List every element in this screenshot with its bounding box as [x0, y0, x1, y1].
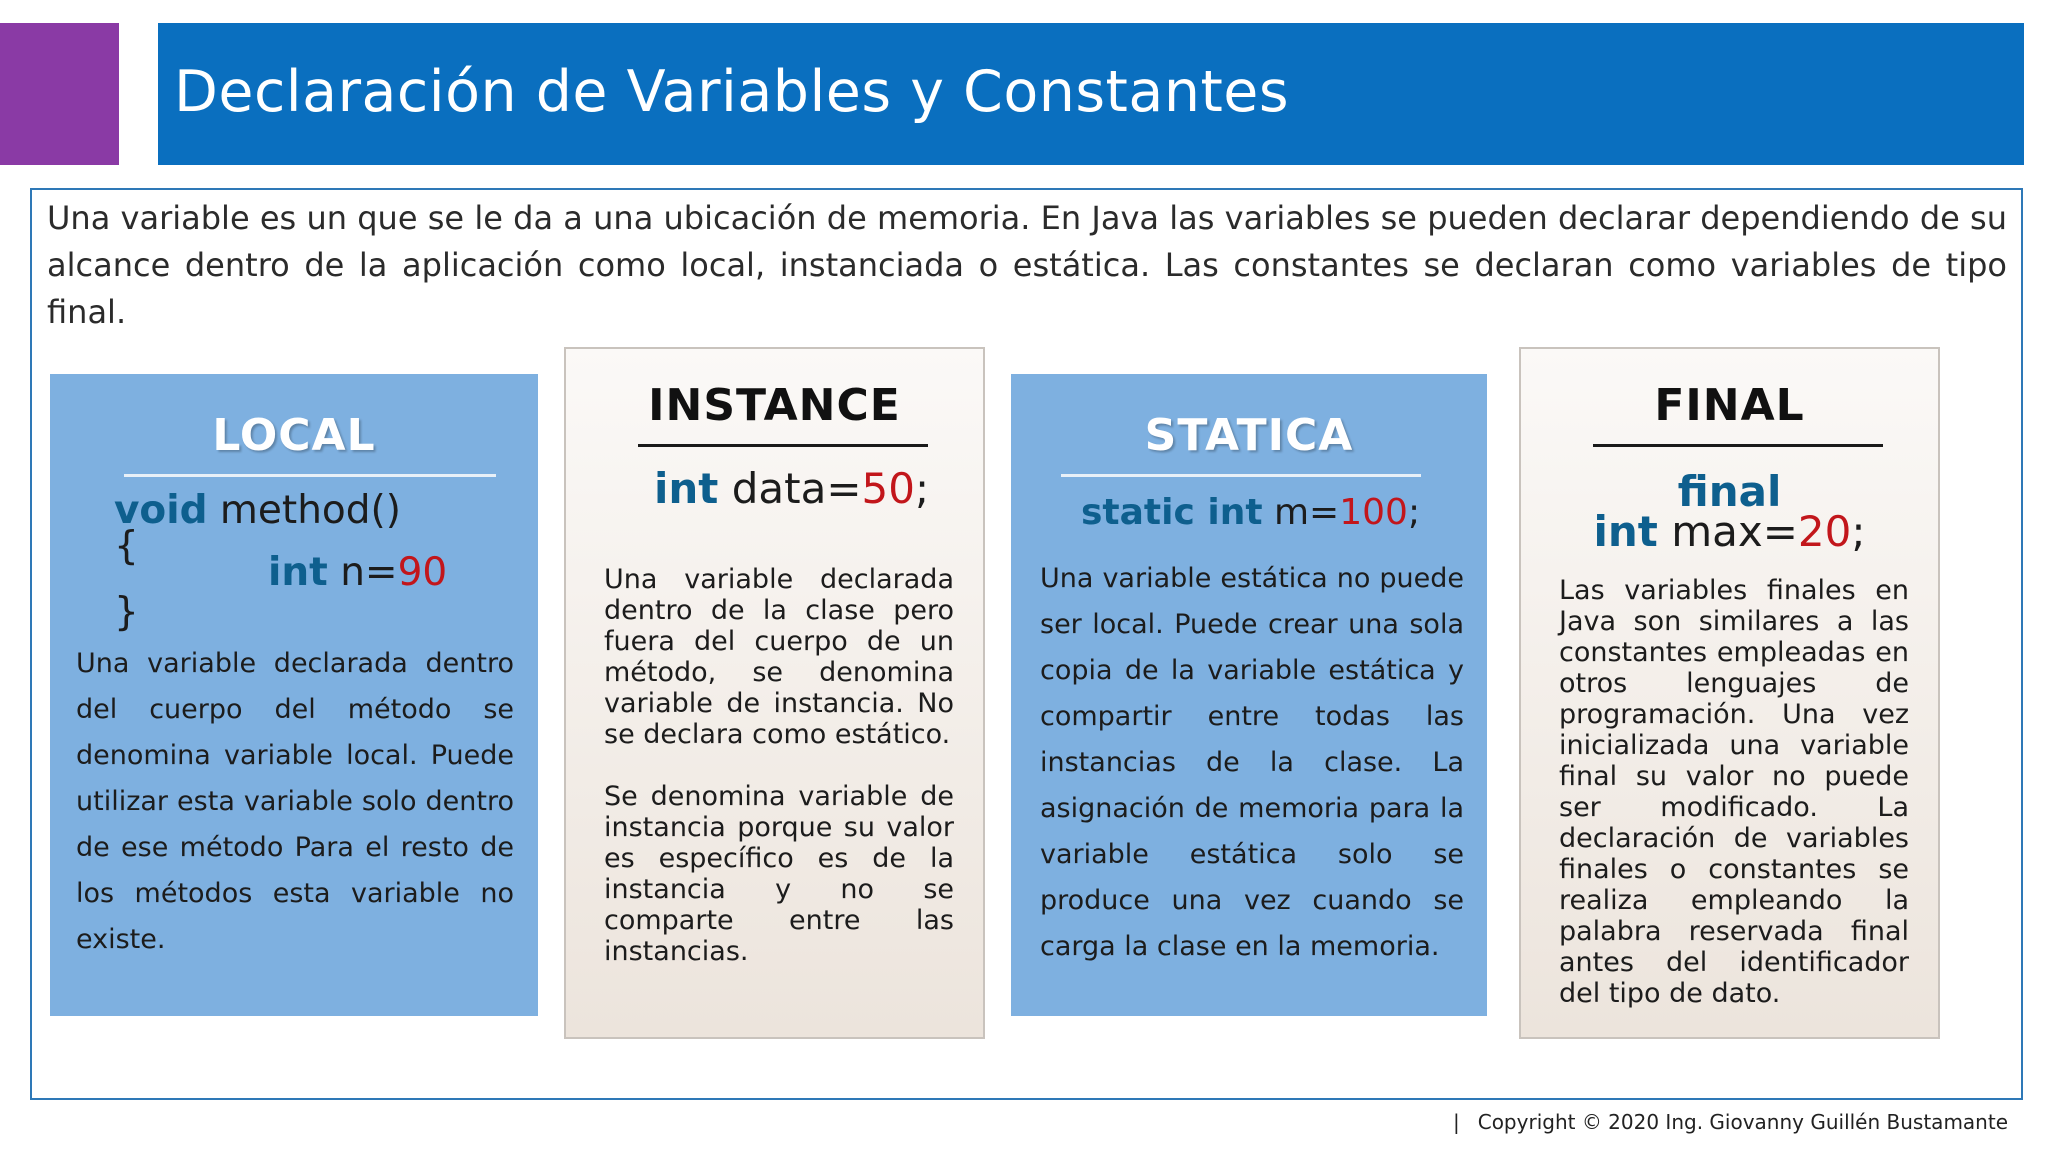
- instance-semicolon: ;: [914, 464, 930, 513]
- card-local: [50, 374, 538, 1016]
- copyright-text: Copyright © 2020 Ing. Giovanny Guillén Bustamante: [1477, 1110, 2008, 1134]
- local-value: 90: [397, 550, 448, 595]
- card-statica-description: Una variable estática no puede ser local. Puede crear una sola copia de la variable estática y compartir entre todas las instancias de la clase. La asignación de memoria para la variable estática solo se produce una vez cuando se carga la clase en la memoria.: [1040, 563, 1464, 962]
- statica-var: m=: [1273, 492, 1340, 533]
- keyword-void: void: [114, 488, 208, 533]
- footer-separator: |: [1452, 1110, 1460, 1134]
- instance-var: data=: [731, 464, 862, 513]
- card-instance-title: INSTANCE: [648, 380, 901, 431]
- card-final-divider: [1593, 444, 1883, 447]
- local-open-brace: {: [114, 524, 139, 569]
- card-instance-divider: [638, 444, 928, 447]
- card-final-description: Las variables finales en Java son similares a las constantes empleadas en otros lenguajes de programación. Una vez inicializada una variable final su valor no puede ser modificado. La declaración de variables finales o constantes se realiza empleando la palabra reservada final antes del identificador del tipo de dato.: [1559, 575, 1909, 1009]
- card-statica: [1011, 374, 1487, 1016]
- local-code-line-2: [268, 550, 447, 595]
- card-final-title: FINAL: [1654, 380, 1805, 431]
- card-local-description: Una variable declarada dentro del cuerpo del método se denomina variable local. Puede utilizar esta variable solo dentro de ese método Para el resto de los métodos esta variable no existe.: [76, 648, 514, 955]
- keyword-int: int: [1593, 507, 1658, 556]
- card-instance: [564, 347, 985, 1039]
- instance-code-line: [654, 464, 929, 513]
- statica-code-line: [1081, 492, 1420, 533]
- keyword-int: int: [654, 464, 719, 513]
- final-code-line: [1521, 507, 1938, 556]
- accent-square: [0, 23, 119, 165]
- local-var: n=: [340, 550, 398, 595]
- keyword-int: int: [268, 550, 328, 595]
- final-semicolon: ;: [1851, 507, 1866, 556]
- local-code-line-1: [114, 488, 401, 533]
- footer: [1453, 1110, 2008, 1134]
- card-statica-divider: [1061, 474, 1421, 477]
- statica-semicolon: ;: [1407, 492, 1421, 533]
- intro-paragraph: Una variable es un que se le da a una ubicación de memoria. En Java las variables se pueden declarar dependiendo de su alcance dentro de la aplicación como local, instanciada o estática. Las constantes se declaran como variables de tipo final.: [47, 199, 2007, 331]
- card-final: [1519, 347, 1940, 1039]
- keyword-static-int: static int: [1081, 492, 1263, 533]
- card-statica-title: STATICA: [1144, 410, 1354, 461]
- card-local-title: LOCAL: [212, 410, 376, 461]
- card-instance-paragraph-1: Una variable declarada dentro de la clase pero fuera del cuerpo de un método, se denomina variable de instancia. No se declara como estático.: [604, 564, 954, 750]
- method-name: method(): [219, 488, 401, 533]
- card-instance-paragraph-2: Se denomina variable de instancia porque su valor es específico es de la instancia y no se comparte entre las instancias.: [604, 781, 954, 967]
- card-local-divider: [124, 474, 496, 477]
- statica-value: 100: [1339, 492, 1408, 533]
- instance-value: 50: [861, 464, 915, 513]
- final-var: max=: [1671, 507, 1798, 556]
- final-value: 20: [1797, 507, 1852, 556]
- slide-title: Declaración de Variables y Constantes: [174, 59, 1290, 125]
- local-close-brace: }: [114, 590, 139, 635]
- keyword-final: final: [1677, 467, 1782, 516]
